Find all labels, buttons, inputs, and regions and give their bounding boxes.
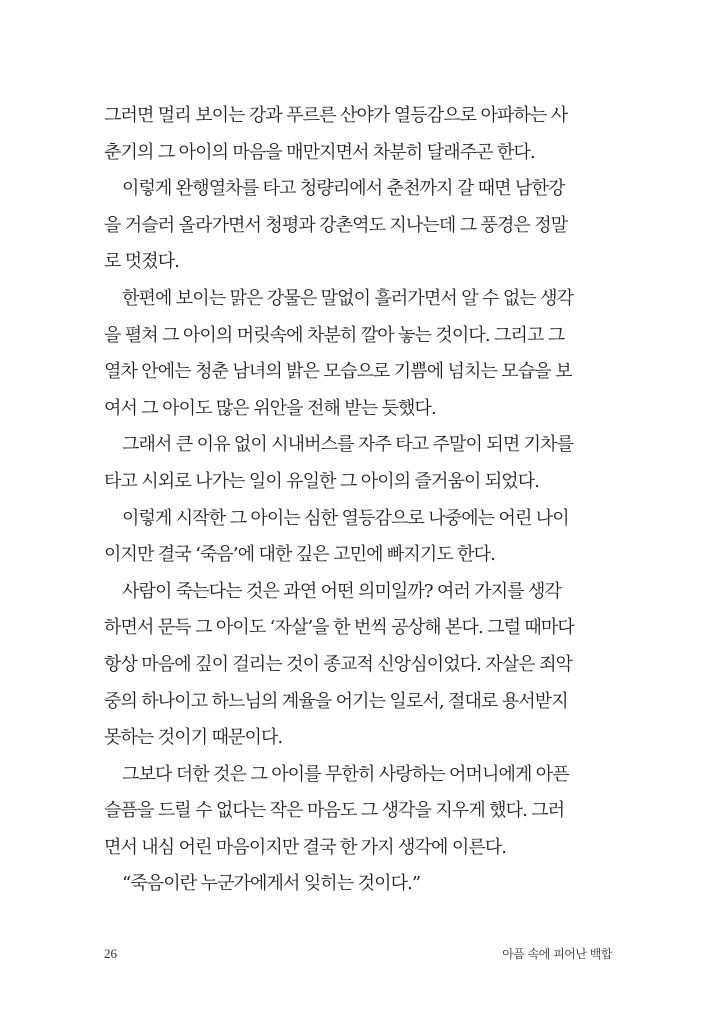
text-line: 그러면 멀리 보이는 강과 푸르른 산야가 열등감으로 아파하는 사 bbox=[104, 105, 568, 126]
quote-line: “죽음이란 누군가에게서 잊히는 것이다.” bbox=[122, 873, 421, 895]
text-line: 면서 내심 어린 마음이지만 결국 한 가지 생각에 이른다. bbox=[104, 836, 507, 858]
text-line: 이지만 결국 ‘죽음’에 대한 깊은 고민에 빠지기도 한다. bbox=[104, 544, 495, 566]
text-line: 을 펼쳐 그 아이의 머릿속에 차분히 깔아 놓는 것이다. 그리고 그 bbox=[104, 324, 565, 346]
text-line: 여서 그 아이도 많은 위안을 전해 받는 듯했다. bbox=[104, 397, 436, 419]
text-line: 못하는 것이기 때문이다. bbox=[104, 727, 283, 749]
text-line: 중의 하나이고 하느님의 계율을 어기는 일로서, 절대로 용서받지 bbox=[104, 690, 568, 712]
text-line: 하면서 문득 그 아이도 ‘자살’을 한 번씩 공상해 본다. 그럴 때마다 bbox=[104, 617, 574, 639]
text-line: 그래서 큰 이유 없이 시내버스를 자주 타고 주말이 되면 기차를 bbox=[122, 434, 574, 456]
text-line: 로 멋졌다. bbox=[104, 251, 180, 273]
text-line: 사람이 죽는다는 것은 과연 어떤 의미일까? 여러 가지를 생각 bbox=[122, 580, 562, 602]
text-line: 열차 안에는 청춘 남녀의 밝은 모습으로 기쁨에 넘치는 모습을 보 bbox=[104, 361, 572, 383]
running-title: 아픔 속에 피어난 백합 bbox=[502, 947, 612, 961]
text-line: 항상 마음에 깊이 걸리는 것이 종교적 신앙심이었다. 자살은 죄악 bbox=[104, 653, 573, 675]
text-line: 그보다 더한 것은 그 아이를 무한히 사랑하는 어머니에게 아픈 bbox=[122, 763, 569, 785]
page-body bbox=[104, 98, 618, 903]
text-line: 을 거슬러 올라가면서 청평과 강촌역도 지나는데 그 풍경은 정말 bbox=[104, 214, 568, 236]
text-line: 이렇게 시작한 그 아이는 심한 열등감으로 나중에는 어린 나이 bbox=[122, 507, 569, 529]
text-line: 슬픔을 드릴 수 없다는 작은 마음도 그 생각을 지우게 했다. 그러 bbox=[104, 800, 565, 822]
text-line: 한편에 보이는 맑은 강물은 말없이 흘러가면서 알 수 없는 생각 bbox=[122, 287, 574, 309]
page-number: 26 bbox=[104, 946, 117, 961]
text-line: 타고 시외로 나가는 일이 유일한 그 아이의 즐거움이 되었다. bbox=[104, 470, 540, 492]
text-line: 춘기의 그 아이의 마음을 매만지면서 차분히 달래주곤 한다. bbox=[104, 141, 535, 163]
text-line: 이렇게 완행열차를 타고 청량리에서 춘천까지 갈 때면 남한강 bbox=[122, 178, 565, 200]
